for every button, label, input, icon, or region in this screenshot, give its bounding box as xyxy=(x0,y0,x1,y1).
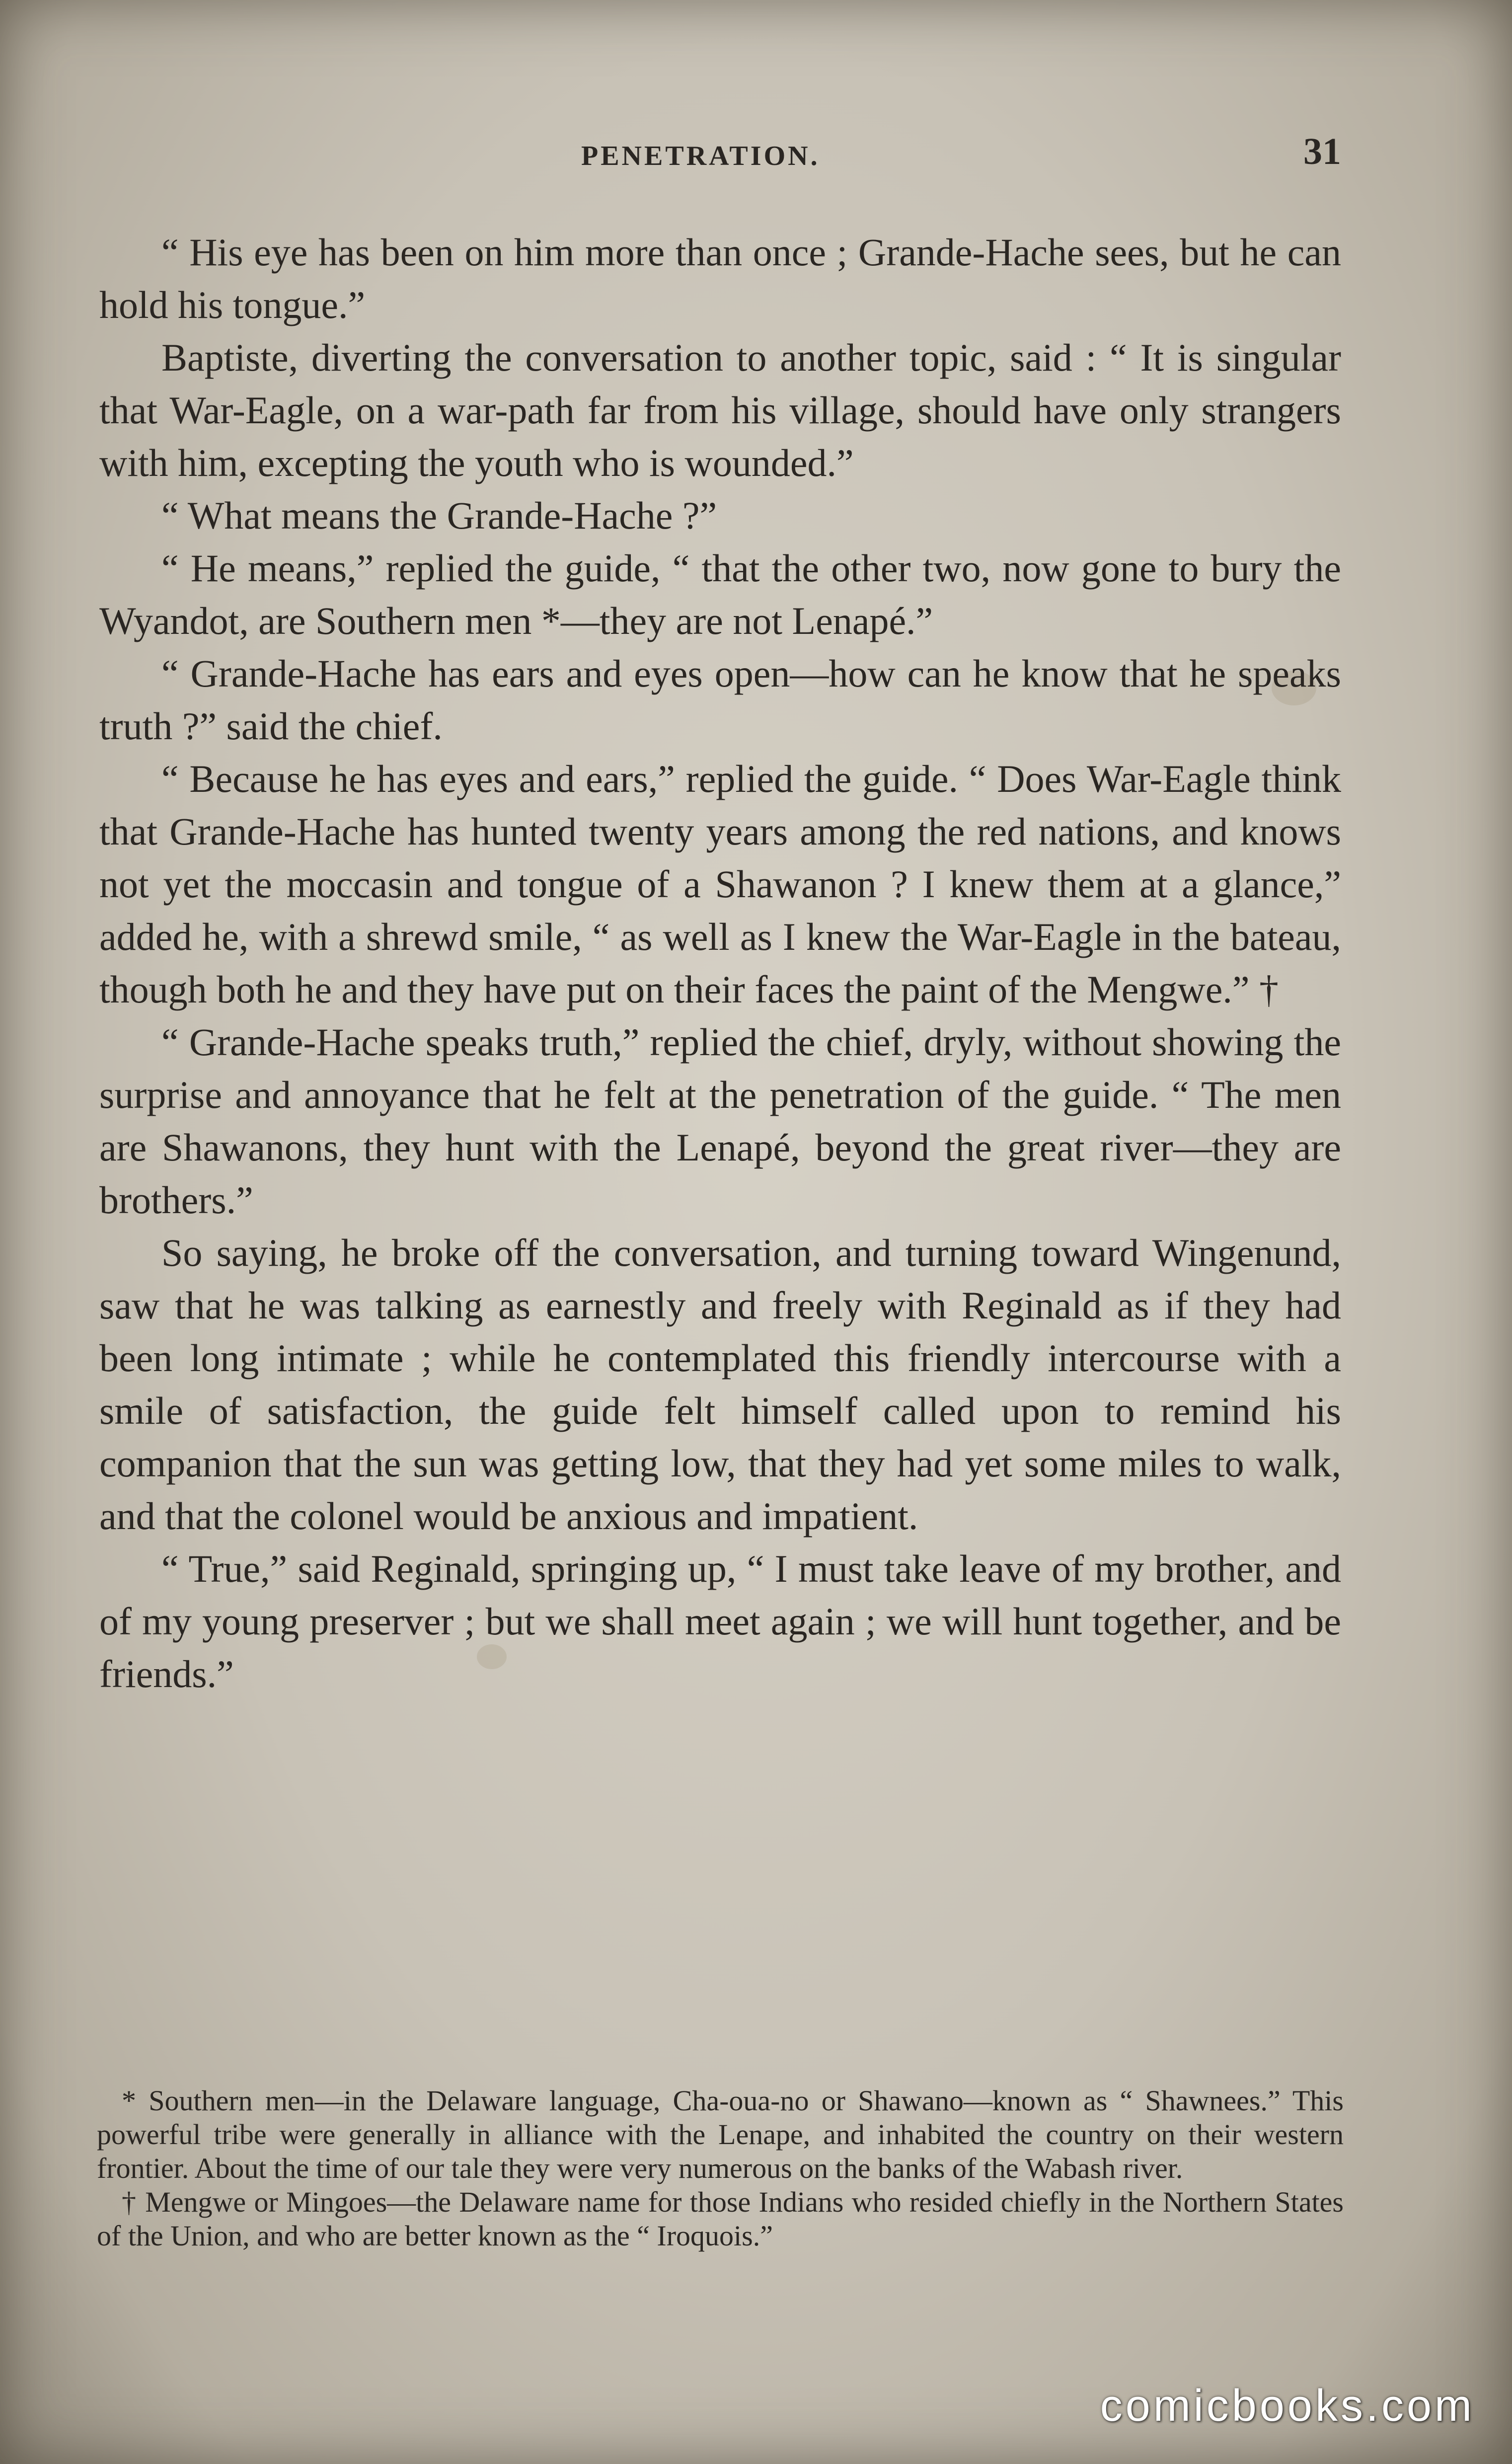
page-header xyxy=(99,130,1341,185)
paragraph: “ Grande-Hache has ears and eyes open—how can he know that he speaks truth ?” said the chief. xyxy=(99,652,1341,748)
running-head: PENETRATION. xyxy=(581,141,820,171)
watermark: comicbooks.com xyxy=(1100,2381,1475,2431)
paragraph: “ He means,” replied the guide, “ that the other two, now gone to bury the Wyandot, are Southern men *—they are not Lenapé.” xyxy=(99,546,1341,642)
body-text xyxy=(99,226,1341,1700)
paragraph: “ His eye has been on him more than once ; Grande-Hache sees, but he can hold his tongue.” xyxy=(99,231,1341,326)
paragraph: “ What means the Grande-Hache ?” xyxy=(161,494,717,537)
footnote: † Mengwe or Mingoes—the Delaware name for those Indians who resided chiefly in the Northern States of the Union, and who are better known as the “ Iroquois.” xyxy=(97,2186,1344,2252)
paragraph: “ True,” said Reginald, springing up, “ I must take leave of my brother, and of my young preserver ; but we shall meet again ; we will hunt together, and be friends.” xyxy=(99,1547,1341,1695)
footnote: * Southern men—in the Delaware language, Cha-oua-no or Shawano—known as “ Shawnees.” This powerful tribe were generally in alliance with the Lenape, and inhabited the country on their western frontier. About the time of our tale they were very numerous on the banks of the Wabash river. xyxy=(97,2084,1344,2184)
paragraph: “ Grande-Hache speaks truth,” replied the chief, dryly, without showing the surprise and annoyance that he felt at the penetration of the guide. “ The men are Shawanons, they hunt with the Lenapé, beyond the great river—they are brothers.” xyxy=(99,1020,1341,1222)
page-number: 31 xyxy=(1303,131,1341,172)
paragraph: So saying, he broke off the conversation, and turning toward Wingenund, saw that he was talking as earnestly and freely with Reginald as if they had been long intimate ; while he contemplated this friendly intercourse with a smile of satisfaction, the guide felt himself called upon to remind his companion that the sun was getting low, that they had yet some miles to walk, and that the colonel would be anxious and impatient. xyxy=(99,1231,1341,1538)
footnotes xyxy=(97,2084,1344,2253)
paragraph: Baptiste, diverting the conversation to another topic, said : “ It is singular that War-Eagle, on a war-path far from his village, should have only strangers with him, excepting the youth who is wounded.” xyxy=(99,336,1341,484)
paragraph: “ Because he has eyes and ears,” replied the guide. “ Does War-Eagle think that Grande-Hache has hunted twenty years among the red nations, and knows not yet the moccasin and tongue of a Shawanon ? I knew them at a glance,” added he, with a shrewd smile, “ as well as I knew the War-Eagle in the bateau, though both he and they have put on their faces the paint of the Mengwe.” † xyxy=(99,757,1341,1011)
